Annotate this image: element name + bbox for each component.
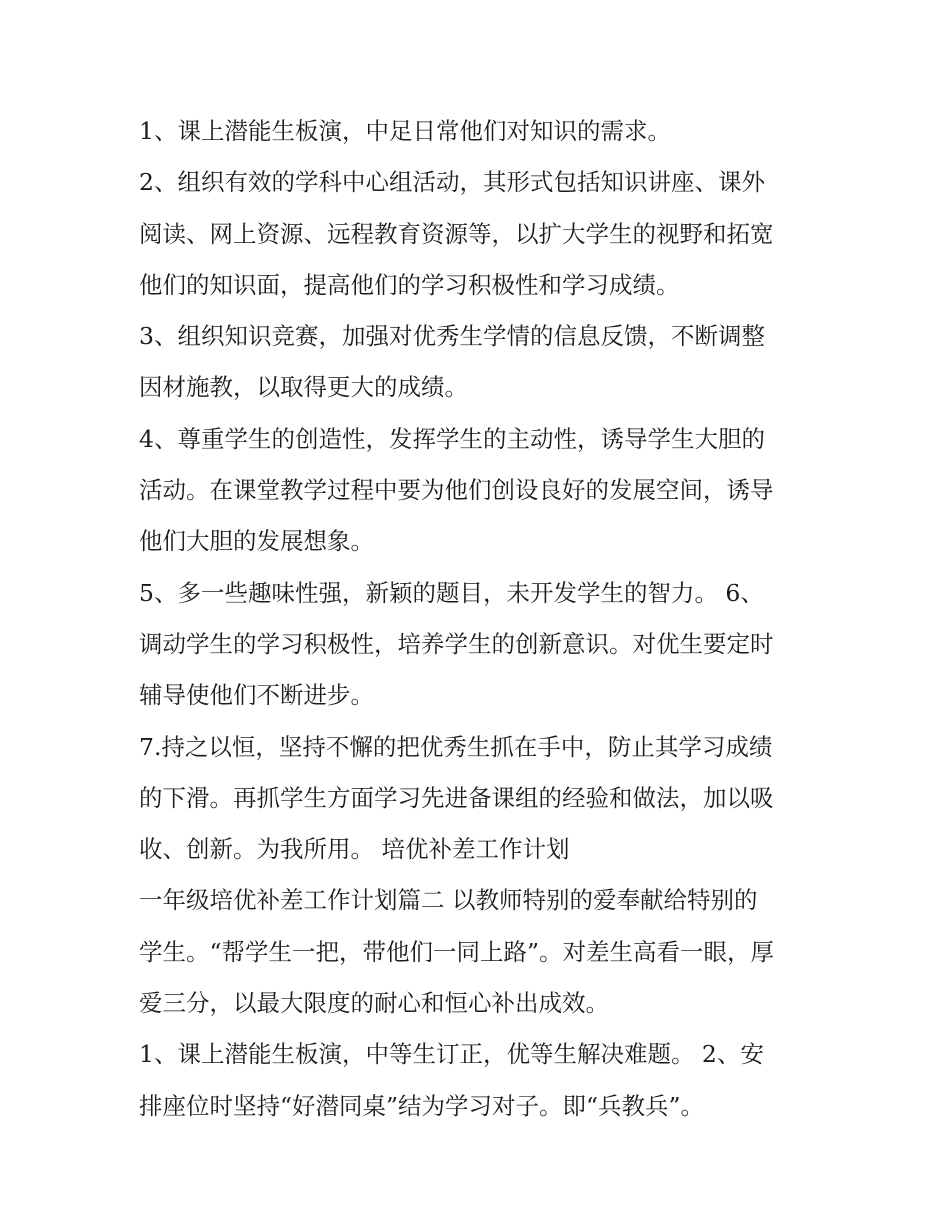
text-line-15: 收、创新。为我所用。 培优补差工作计划 [139, 835, 570, 864]
text-line-20: 排座位时坚持“好潜同桌”结为学习对子。即“兵教兵”。 [139, 1091, 705, 1120]
text-line-13: 7.持之以恒，坚持不懈的把优秀生抓在手中，防止其学习成绩 [139, 732, 773, 761]
text-line-5: 3、组织知识竞赛，加强对优秀生学情的信息反馈，不断调整 [139, 322, 765, 351]
text-line-16: 一年级培优补差工作计划篇二 以教师特别的爱奉献给特别的 [139, 886, 758, 915]
text-line-8: 活动。在课堂教学过程中要为他们创设良好的发展空间，诱导 [139, 476, 774, 505]
text-line-2: 2、组织有效的学科中心组活动，其形式包括知识讲座、课外 [139, 168, 765, 197]
text-line-14: 的下滑。再抓学生方面学习先进备课组的经验和做法，加以吸 [139, 783, 774, 812]
text-line-10: 5、多一些趣味性强，新颖的题目，未开发学生的智力。 6、 [139, 578, 764, 607]
text-line-12: 辅导使他们不断进步。 [139, 681, 374, 710]
text-line-11: 调动学生的学习积极性，培养学生的创新意识。对优生要定时 [139, 629, 774, 658]
text-line-3: 阅读、网上资源、远程教育资源等，以扩大学生的视野和拓宽 [139, 219, 774, 248]
text-line-17: 学生。“帮学生一把，带他们一同上路”。对差生高看一眼，厚 [139, 937, 775, 966]
text-line-4: 他们的知识面，提高他们的学习积极性和学习成绩。 [139, 270, 680, 299]
text-line-6: 因材施教，以取得更大的成绩。 [139, 373, 468, 402]
text-line-9: 他们大胆的发展想象。 [139, 527, 374, 556]
text-line-19: 1、课上潜能生板演，中等生订正，优等生解决难题。 2、安 [139, 1040, 764, 1069]
text-line-1: 1、课上潜能生板演，中足日常他们对知识的需求。 [139, 117, 671, 145]
document-body [139, 106, 829, 1132]
text-line-7: 4、尊重学生的创造性，发挥学生的主动性，诱导学生大胆的 [139, 424, 765, 453]
text-line-18: 爱三分，以最大限度的耐心和恒心补出成效。 [139, 989, 609, 1018]
